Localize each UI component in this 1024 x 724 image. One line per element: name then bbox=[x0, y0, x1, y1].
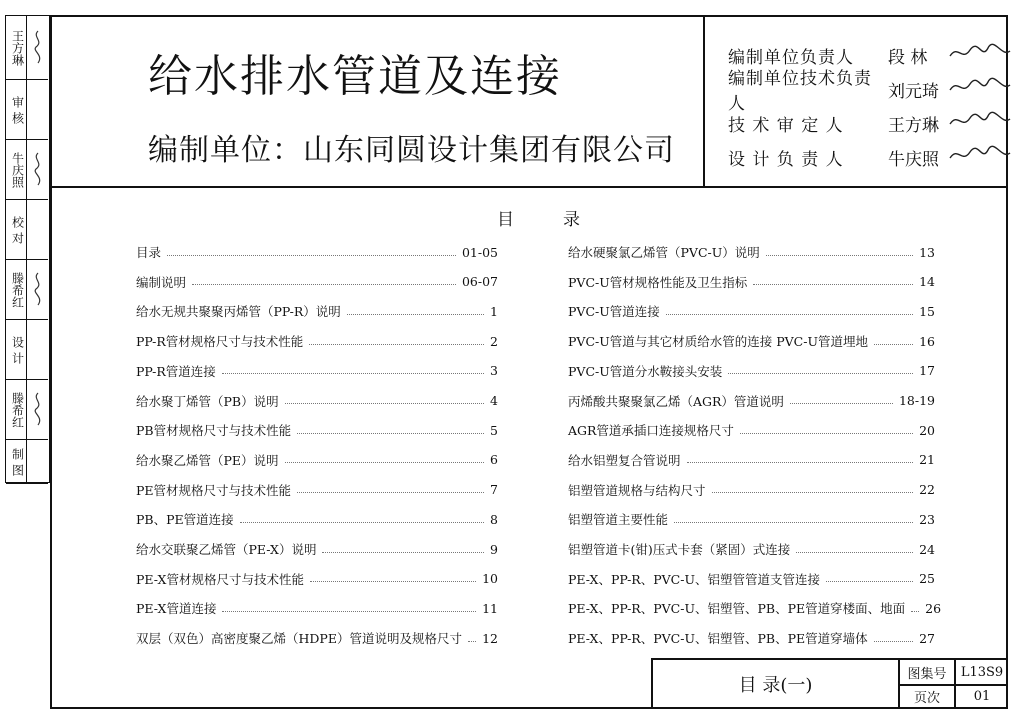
toc-entry[interactable] bbox=[136, 569, 498, 589]
toc-entry[interactable] bbox=[568, 628, 935, 648]
toc-entry-page: 06-07 bbox=[461, 274, 498, 290]
toc-entry[interactable] bbox=[568, 391, 935, 411]
header-split bbox=[703, 15, 705, 187]
toc-entry[interactable] bbox=[136, 242, 498, 262]
toc-entry-page: 5 bbox=[490, 422, 498, 438]
dot-leader bbox=[666, 314, 913, 315]
sidebar-label: 制 图 bbox=[10, 447, 25, 476]
toc-entry-title: PP-R管道连接 bbox=[136, 363, 216, 379]
toc-entry[interactable] bbox=[568, 420, 935, 440]
atlas-number-value: L13S9 bbox=[960, 664, 1004, 680]
document-title: 给水排水管道及连接 bbox=[148, 51, 562, 102]
sidebar-label: 校 对 bbox=[10, 215, 25, 244]
responsible-name: 牛庆照 bbox=[888, 149, 939, 170]
dot-leader bbox=[712, 492, 914, 493]
responsible-name: 刘元琦 bbox=[888, 81, 939, 102]
sidebar-cell bbox=[6, 320, 48, 380]
toc-entry-title: 给水铝塑复合管说明 bbox=[568, 452, 681, 468]
responsible-name: 段 林 bbox=[888, 47, 928, 68]
toc-entry[interactable] bbox=[136, 628, 498, 648]
sidebar-label: 滕希红 bbox=[10, 391, 25, 428]
toc-entry[interactable] bbox=[568, 450, 935, 470]
toc-entry[interactable] bbox=[136, 361, 498, 381]
toc-entry-title: PE-X管道连接 bbox=[136, 601, 217, 617]
dot-leader bbox=[468, 641, 476, 642]
dot-leader bbox=[347, 314, 484, 315]
toc-entry-title: 双层（双色）高密度聚乙烯（HDPE）管道说明及规格尺寸 bbox=[136, 631, 462, 647]
dot-leader bbox=[310, 581, 476, 582]
sign-off-sidebar bbox=[5, 15, 50, 483]
handwritten-signature bbox=[948, 110, 1012, 136]
dot-leader bbox=[740, 433, 913, 434]
toc-heading-right: 录 bbox=[563, 210, 580, 230]
dot-leader bbox=[874, 344, 913, 345]
responsible-row bbox=[728, 69, 1012, 114]
toc-entry-title: PB、PE管道连接 bbox=[136, 512, 234, 528]
dot-leader bbox=[297, 433, 484, 434]
dot-leader bbox=[674, 522, 913, 523]
compiling-unit: 编制单位：山东同圆设计集团有限公司 bbox=[148, 133, 675, 168]
toc-entry-title: PE管材规格尺寸与技术性能 bbox=[136, 482, 292, 498]
header-divider bbox=[50, 186, 1008, 188]
dot-leader bbox=[240, 522, 484, 523]
toc-entry[interactable] bbox=[136, 450, 498, 470]
toc-entry-page: 7 bbox=[490, 482, 498, 498]
toc-entry[interactable] bbox=[136, 539, 498, 559]
toc-entry[interactable] bbox=[136, 480, 498, 500]
toc-entry-page: 15 bbox=[919, 303, 935, 319]
toc-entry-title: 给水硬聚氯乙烯管（PVC-U）说明 bbox=[568, 245, 760, 260]
toc-entry-page: 12 bbox=[482, 630, 498, 646]
toc-entry-title: 目录 bbox=[136, 245, 162, 260]
toc-entry[interactable] bbox=[136, 301, 498, 321]
blank-signature-box bbox=[26, 200, 48, 259]
toc-entry-page: 16 bbox=[919, 333, 935, 349]
handwritten-signature bbox=[26, 16, 48, 79]
toc-entry-page: 24 bbox=[919, 541, 935, 557]
blank-signature-box bbox=[26, 440, 48, 483]
dot-leader bbox=[728, 373, 913, 374]
blank-signature-box bbox=[26, 80, 48, 139]
dot-leader bbox=[687, 462, 914, 463]
sidebar-cell bbox=[6, 260, 48, 320]
toc-entry-title: PE-X管材规格尺寸与技术性能 bbox=[136, 571, 304, 587]
toc-entry[interactable] bbox=[568, 569, 935, 589]
toc-entry-title: PB管材规格尺寸与技术性能 bbox=[136, 423, 292, 439]
sidebar-cell bbox=[6, 16, 48, 80]
handwritten-signature bbox=[948, 76, 1012, 102]
dot-leader bbox=[874, 641, 913, 642]
toc-entry-page: 21 bbox=[919, 452, 935, 468]
page-number-label: 页次 bbox=[913, 691, 940, 706]
dot-leader bbox=[766, 255, 913, 256]
sheet-title: 目 录(一) bbox=[738, 675, 813, 696]
toc-entry-title: 铝塑管道规格与结构尺寸 bbox=[568, 482, 706, 498]
toc-entry-title: 编制说明 bbox=[136, 274, 187, 290]
toc-entry[interactable] bbox=[568, 331, 935, 351]
toc-entry-title: PE-X、PP-R、PVC-U、铝塑管、PB、PE管道穿楼面、地面 bbox=[568, 601, 906, 617]
toc-entry-page: 2 bbox=[490, 333, 498, 349]
toc-entry-title: 铝塑管道主要性能 bbox=[568, 512, 669, 528]
toc-entry[interactable] bbox=[568, 509, 935, 529]
dot-leader bbox=[826, 581, 913, 582]
blank-signature-box bbox=[26, 320, 48, 379]
toc-entry-title: 给水交联聚乙烯管（PE-X）说明 bbox=[136, 542, 317, 557]
sidebar-label: 设 计 bbox=[10, 335, 25, 364]
dot-leader bbox=[796, 552, 913, 553]
toc-entry-page: 25 bbox=[919, 571, 935, 587]
responsible-name: 王方琳 bbox=[888, 115, 939, 136]
dot-leader bbox=[167, 255, 456, 256]
responsible-role: 技 术 审 定 人 bbox=[728, 115, 844, 136]
handwritten-signature bbox=[26, 380, 48, 439]
sidebar-cell bbox=[6, 140, 48, 200]
sidebar-cell bbox=[6, 380, 48, 440]
sidebar-label: 滕希红 bbox=[10, 271, 25, 308]
toc-entry-page: 1 bbox=[490, 303, 498, 319]
sidebar-cell bbox=[6, 200, 48, 260]
toc-entry-page: 14 bbox=[919, 274, 935, 290]
toc-entry[interactable] bbox=[568, 539, 935, 559]
toc-entry[interactable] bbox=[568, 242, 935, 262]
toc-entry-title: PP-R管材规格尺寸与技术性能 bbox=[136, 334, 304, 350]
toc-entry-page: 10 bbox=[482, 571, 498, 587]
dot-leader bbox=[309, 344, 484, 345]
responsible-role: 设 计 负 责 人 bbox=[728, 149, 844, 170]
toc-entry-title: PVC-U管道分水鞍接头安装 bbox=[568, 363, 723, 379]
handwritten-signature bbox=[26, 140, 48, 199]
toc-entry-title: PVC-U管道连接 bbox=[568, 304, 660, 320]
toc-entry-title: PVC-U管道与其它材质给水管的连接 PVC-U管道埋地 bbox=[568, 334, 868, 350]
toc-entry-page: 4 bbox=[490, 393, 498, 408]
toc-entry-page: 22 bbox=[919, 482, 935, 498]
toc-entry[interactable] bbox=[136, 509, 498, 529]
dot-leader bbox=[222, 611, 476, 612]
toc-entry-page: 26 bbox=[925, 600, 942, 616]
toc-entry-page: 20 bbox=[919, 422, 935, 438]
toc-entry[interactable] bbox=[136, 391, 498, 411]
toc-entry-title: 给水无规共聚聚丙烯管（PP-R）说明 bbox=[136, 304, 341, 320]
dot-leader bbox=[297, 492, 484, 493]
toc-entry[interactable] bbox=[136, 420, 498, 440]
responsible-role: 编制单位负责人 bbox=[728, 47, 854, 68]
toc-entry-page: 3 bbox=[490, 363, 498, 379]
dot-leader bbox=[285, 403, 484, 404]
handwritten-signature bbox=[948, 42, 1012, 68]
sidebar-cell bbox=[6, 440, 48, 484]
dot-leader bbox=[285, 462, 485, 463]
toc-entry-title: PE-X、PP-R、PVC-U、铝塑管、PB、PE管道穿墙体 bbox=[568, 631, 868, 647]
handwritten-signature bbox=[26, 260, 48, 319]
dot-leader bbox=[222, 373, 484, 374]
toc-entry[interactable] bbox=[568, 598, 942, 618]
dot-leader bbox=[753, 284, 913, 285]
dot-leader bbox=[911, 611, 919, 612]
responsible-row bbox=[728, 108, 1012, 138]
atlas-number-label: 图集号 bbox=[907, 666, 947, 682]
handwritten-signature bbox=[948, 144, 1012, 170]
toc-entry-page: 27 bbox=[919, 630, 935, 646]
dot-leader bbox=[322, 552, 484, 553]
sidebar-label: 审 核 bbox=[10, 95, 25, 124]
toc-entry[interactable] bbox=[568, 480, 935, 500]
page-number-value: 01 bbox=[973, 689, 991, 704]
dot-leader bbox=[192, 284, 456, 285]
toc-entry[interactable] bbox=[568, 361, 935, 381]
sidebar-label: 王方琳 bbox=[10, 29, 25, 66]
toc-entry-page: 18-19 bbox=[898, 393, 935, 408]
toc-entry-page: 6 bbox=[490, 452, 498, 468]
toc-entry-title: PVC-U管材规格性能及卫生指标 bbox=[568, 274, 748, 290]
toc-entry-title: 铝塑管道卡(钳)压式卡套（紧固）式连接 bbox=[568, 542, 791, 557]
toc-entry-page: 13 bbox=[919, 244, 935, 260]
toc-entry-page: 23 bbox=[919, 511, 935, 527]
toc-entry[interactable] bbox=[568, 272, 935, 292]
toc-entry-title: 丙烯酸共聚聚氯乙烯（AGR）管道说明 bbox=[568, 393, 784, 409]
toc-entry-title: PE-X、PP-R、PVC-U、铝塑管管道支管连接 bbox=[568, 571, 820, 587]
dot-leader bbox=[790, 403, 893, 404]
toc-entry-page: 01-05 bbox=[461, 244, 498, 260]
toc-entry-page: 8 bbox=[490, 511, 498, 527]
toc-heading-left: 目 bbox=[497, 210, 514, 230]
toc-entry-title: AGR管道承插口连接规格尺寸 bbox=[568, 423, 734, 439]
toc-entry-title: 给水聚丁烯管（PB）说明 bbox=[136, 393, 279, 409]
toc-entry-page: 11 bbox=[482, 600, 498, 616]
toc-entry[interactable] bbox=[568, 301, 935, 321]
toc-entry[interactable] bbox=[136, 598, 498, 618]
responsible-role: 编制单位技术负责人 bbox=[728, 69, 872, 114]
toc-entry-title: 给水聚乙烯管（PE）说明 bbox=[136, 452, 279, 468]
toc-entry-page: 17 bbox=[919, 363, 935, 379]
toc-entry-page: 9 bbox=[490, 541, 498, 557]
toc-entry[interactable] bbox=[136, 331, 498, 351]
responsible-row bbox=[728, 142, 1012, 172]
sidebar-label: 牛庆照 bbox=[10, 151, 25, 188]
sidebar-cell bbox=[6, 80, 48, 140]
toc-entry[interactable] bbox=[136, 272, 498, 292]
